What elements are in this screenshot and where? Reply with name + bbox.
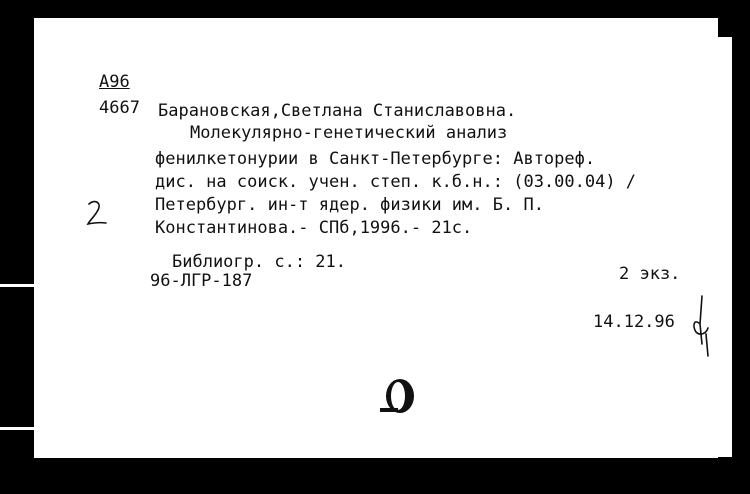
institution-line: Петербург. ин-т ядер. физики им. Б. П.: [155, 195, 544, 215]
scan-border-left: [0, 0, 34, 494]
scan-border-notch: [0, 427, 34, 430]
handwritten-mark: [84, 198, 110, 228]
handwritten-signature: [688, 294, 714, 360]
copies-count: 2 экз.: [619, 264, 681, 284]
degree-line: дис. на соиск. учен. степ. к.б.н.: (03.00.04) /: [155, 172, 637, 192]
shelfmark-number: 4667: [99, 98, 140, 118]
date-stamp: 14.12.96: [593, 312, 675, 332]
scan-border-right-gap: [718, 37, 732, 457]
scan-border-notch: [0, 284, 34, 287]
bibliography-line: Библиогр. с.: 21.: [172, 252, 346, 272]
title-line: Молекулярно-генетический анализ: [190, 123, 508, 143]
author-line: Барановская,Светлана Станиславовна.: [158, 101, 517, 121]
imprint-line: Константинова.- СПб,1996.- 21с.: [155, 218, 473, 238]
catalog-card: [34, 18, 718, 458]
punch-hole: [378, 377, 418, 415]
registration-number: 96-ЛГР-187: [150, 271, 253, 291]
scan-border-bottom: [34, 458, 750, 494]
shelfmark-letter: А96: [99, 72, 130, 92]
title-line: фенилкетонурии в Санкт-Петербурге: Автореф.: [155, 149, 596, 169]
